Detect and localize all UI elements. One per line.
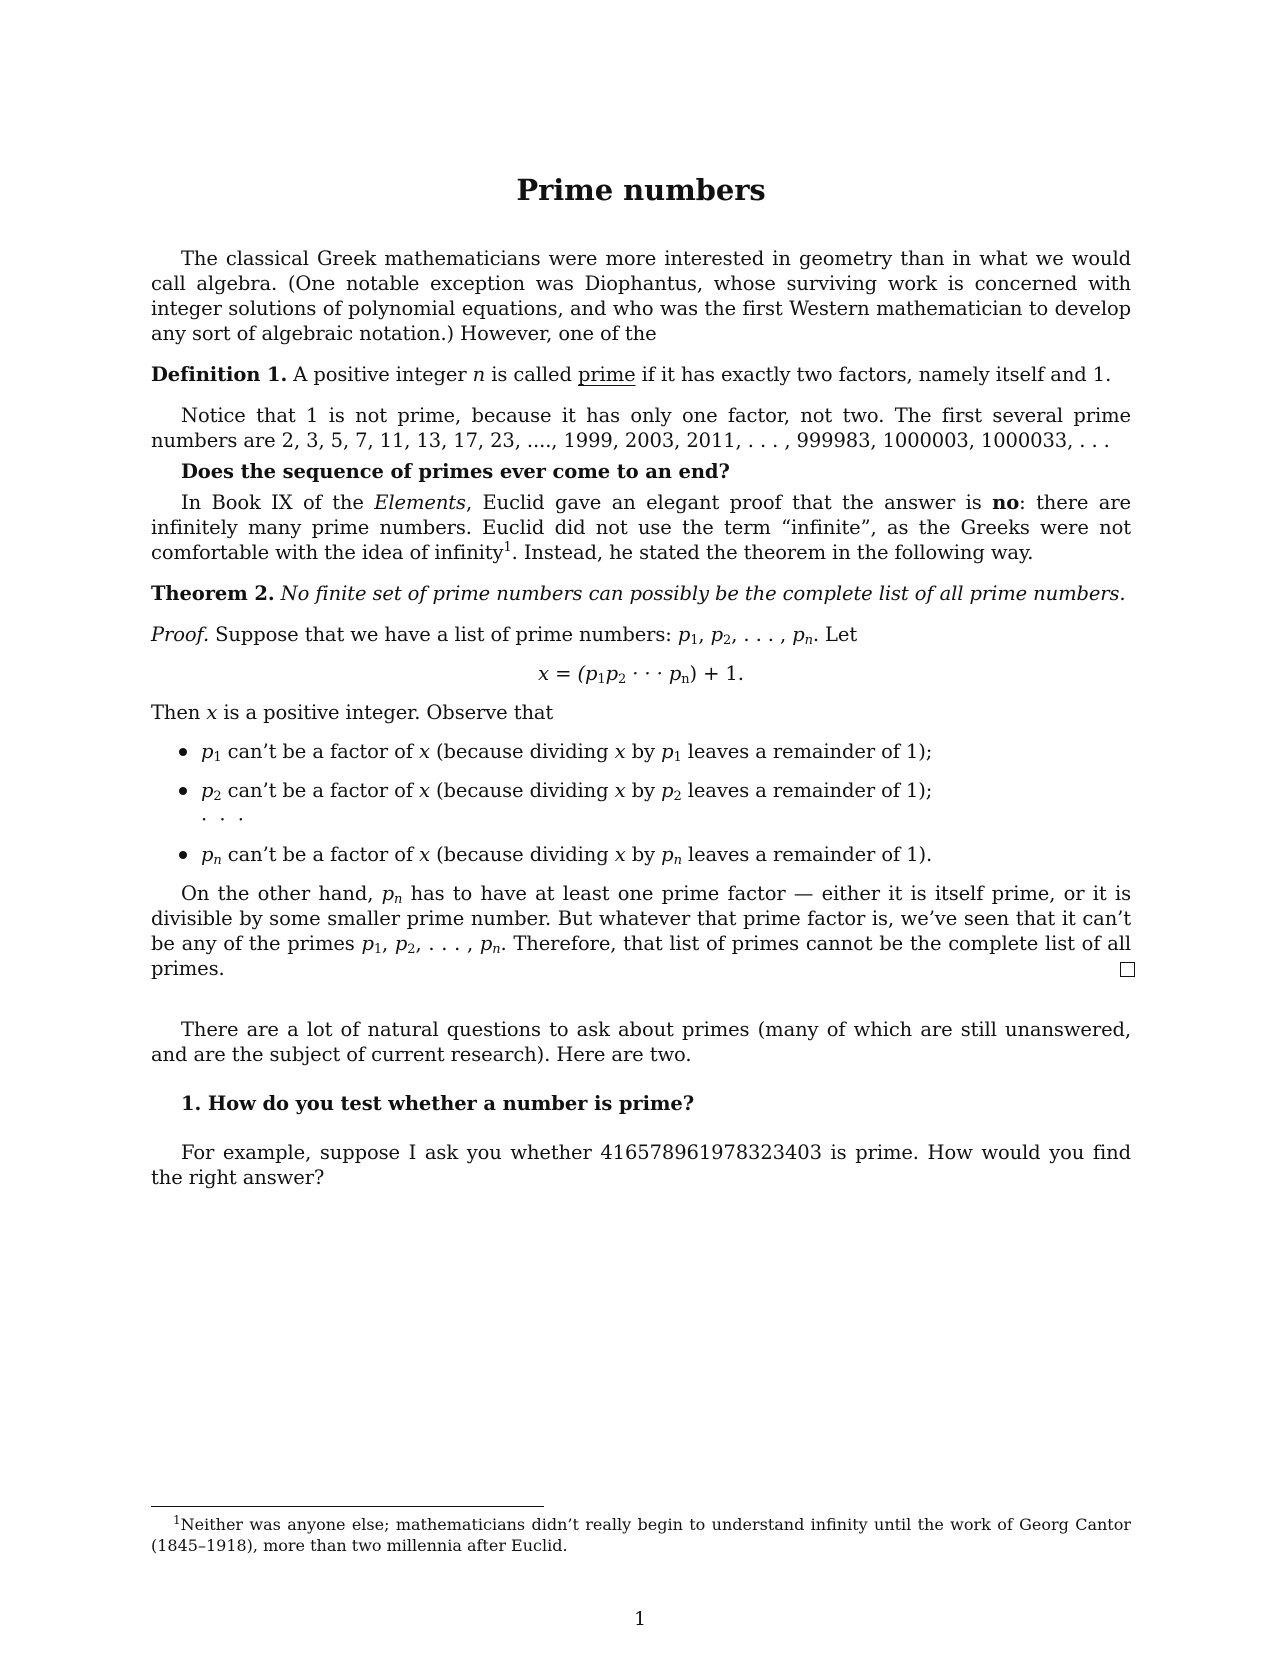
factor-bullet-list-end (151, 842, 1131, 867)
other-hand-paragraph: On the other hand, $p_n$ has to have at least one prime factor — either it is itself prime, or it is divisible by some smaller prime number. But whatever that prime factor is, we’ve seen that it can’t be any of the primes $p_1$, $p_2$, . . . , $p_n$. Therefore, that list of primes cannot be the complete list of all primes. (151, 881, 1131, 981)
notice-paragraph: Notice that 1 is not prime, because it has only one factor, not two. The first several prime numbers are 2, 3, 5, 7, 11, 13, 17, 23, ...., 1999, 2003, 2011, . . . , 999983, 1000003, 1000033, . . . (151, 404, 1131, 452)
proof-label: Proof. (151, 623, 210, 646)
factor-bullet-list (151, 739, 1131, 803)
list-item: $p_1$ can’t be a factor of x (because dividing x by $p_1$ leaves a remainder of 1); (201, 739, 1131, 764)
natural-questions-paragraph: There are a lot of natural questions to ask about primes (many of which are still unanswered, and are the subject of current research). Here are two. (151, 1018, 1131, 1066)
euclid-paragraph: In Book IX of the Elements, Euclid gave an elegant proof that the answer is no: there are infinitely many prime numbers. Euclid did not use the term “infinite”, as the Greeks were not comfortable with the idea of infinity$^1$. Instead, he stated the theorem in the following way. (151, 491, 1131, 564)
example-paragraph: For example, suppose I ask you whether 416578961978323403 is prime. How would you find the right answer? (151, 1141, 1131, 1189)
document-body (151, 170, 1131, 1190)
proof-then: Then x is a positive integer. Observe that (151, 701, 554, 724)
proof-intro: Proof. Suppose that we have a list of prime numbers: $p_1$, $p_2$, . . . , $p_n$. Let (151, 623, 858, 648)
definition-label: Definition 1. (151, 363, 288, 386)
qed-square-icon (1120, 962, 1135, 977)
bullet-ellipsis: · · · (201, 808, 247, 831)
theorem-label: Theorem 2. (151, 582, 275, 605)
section-heading-1: 1. How do you test whether a number is prime? (181, 1092, 695, 1115)
list-item: $p_2$ can’t be a factor of x (because dividing x by $p_2$ leaves a remainder of 1); (201, 778, 1131, 803)
display-equation: $x = (p_1p_2$ · · · $p_n) + 1$. (538, 662, 744, 687)
intro-paragraph: The classical Greek mathematicians were more interested in geometry than in what we would call algebra. (One notable exception was Diophantus, whose surviving work is concerned with integer solutions of polynomial equations, and who was the first Western mathematician to develop any sort of algebraic notation.) However, one of the (151, 247, 1131, 345)
defined-term: prime (577, 363, 636, 386)
list-item: $p_n$ can’t be a factor of x (because dividing x by $p_n$ leaves a remainder of 1). (201, 842, 1131, 867)
footnote (151, 1514, 1131, 1556)
footnote-text: Neither was anyone else; mathematicians didn’t really begin to understand infinity until the work of Georg Cantor (1845–1918), more than two millennia after Euclid. (151, 1515, 1131, 1555)
theorem-2 (151, 581, 1131, 606)
footnote-mark: 1 (503, 540, 512, 555)
footnote-number: 1 (173, 1513, 181, 1527)
theorem-statement: No finite set of prime numbers can possibly be the complete list of all prime numbers. (280, 582, 1126, 605)
definition-1: Definition 1. A positive integer n is called prime if it has exactly two factors, namely itself and 1. (151, 363, 1112, 386)
page-number: 1 (633, 1608, 647, 1630)
question-heading: Does the sequence of primes ever come to an end? (181, 460, 730, 483)
page-title: Prime numbers (516, 173, 766, 207)
footnote-rule (151, 1506, 544, 1507)
